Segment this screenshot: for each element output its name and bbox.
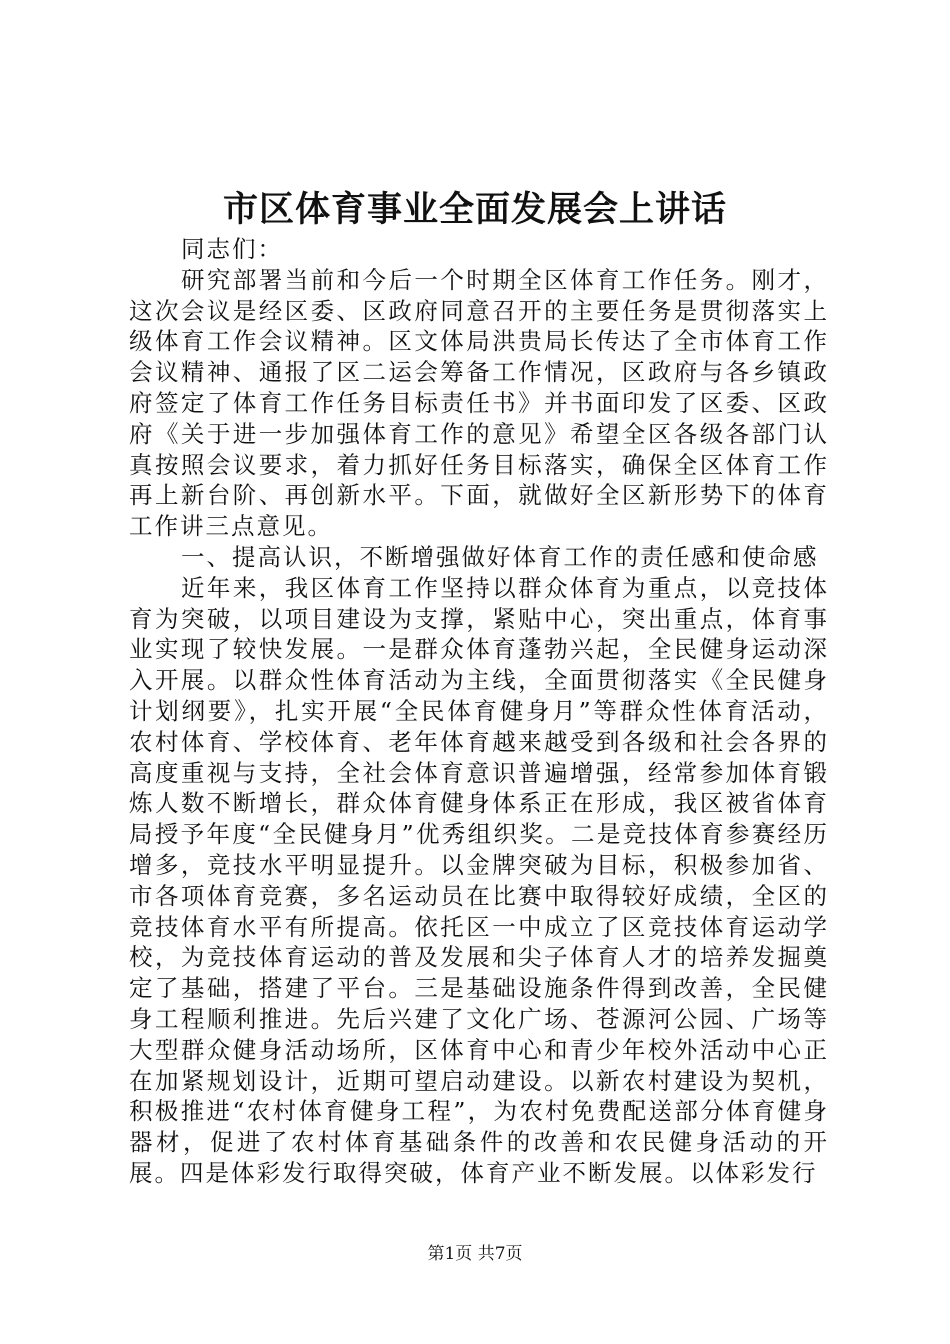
intro-paragraph: 研究部署当前和今后一个时期全区体育工作任务。刚才，这次会议是经区委、区政府同意召开的主要任务是贯彻落实上级体育工作会议精神。区文体局洪贵局长传达了全市体育工作会议精神、通报了区二运会筹备工作情况，区政府与各乡镇政府签定了体育工作任务目标责任书》并书面印发了区委、区政府《关于进一步加强体育工作的意见》希望全区各级各部门认真按照会议要求，着力抓好任务目标落实，确保全区体育工作再上新台阶、再创新水平。下面，就做好全区新形势下的体育工作讲三点意见。 <box>129 265 829 541</box>
section-heading-1: 一、提高认识，不断增强做好体育工作的责任感和使命感 <box>181 542 819 571</box>
document-body <box>129 234 829 1189</box>
body-paragraph: 近年来，我区体育工作坚持以群众体育为重点，以竞技体育为突破，以项目建设为支撑，紧贴中心，突出重点，体育事业实现了较快发展。一是群众体育蓬勃兴起，全民健身运动深入开展。以群众性体育活动为主线，全面贯彻落实《全民健身计划纲要》，扎实开展“全民体育健身月”等群众性体育活动，农村体育、学校体育、老年体育越来越受到各级和社会各界的高度重视与支持，全社会体育意识普遍增强，经常参加体育锻炼人数不断增长，群众体育健身体系正在形成，我区被省体育局授予年度“全民健身月”优秀组织奖。二是竞技体育参赛经历增多，竞技水平明显提升。以金牌突破为目标，积极参加省、市各项体育竞赛，多名运动员在比赛中取得较好成绩，全区的竞技体育水平有所提高。依托区一中成立了区竞技体育运动学校，为竞技体育运动的普及发展和尖子体育人才的培养发掘奠定了基础，搭建了平台。三是基础设施条件得到改善，全民健身工程顺利推进。先后兴建了文化广场、苍源河公园、广场等大型群众健身活动场所，区体育中心和青少年校外活动中心正在加紧规划设计，近期可望启动建设。以新农村建设为契机，积极推进“农村体育健身工程”，为农村免费配送部分体育健身器材，促进了农村体育基础条件的改善和农民健身活动的开展。四是体彩发行取得突破，体育产业不断发展。以体彩发行 <box>129 573 829 1187</box>
page-number-footer: 第1页 共7页 <box>427 1244 523 1264</box>
salutation-paragraph: 同志们： <box>181 235 283 263</box>
document-title: 市区体育事业全面发展会上讲话 <box>222 189 727 230</box>
